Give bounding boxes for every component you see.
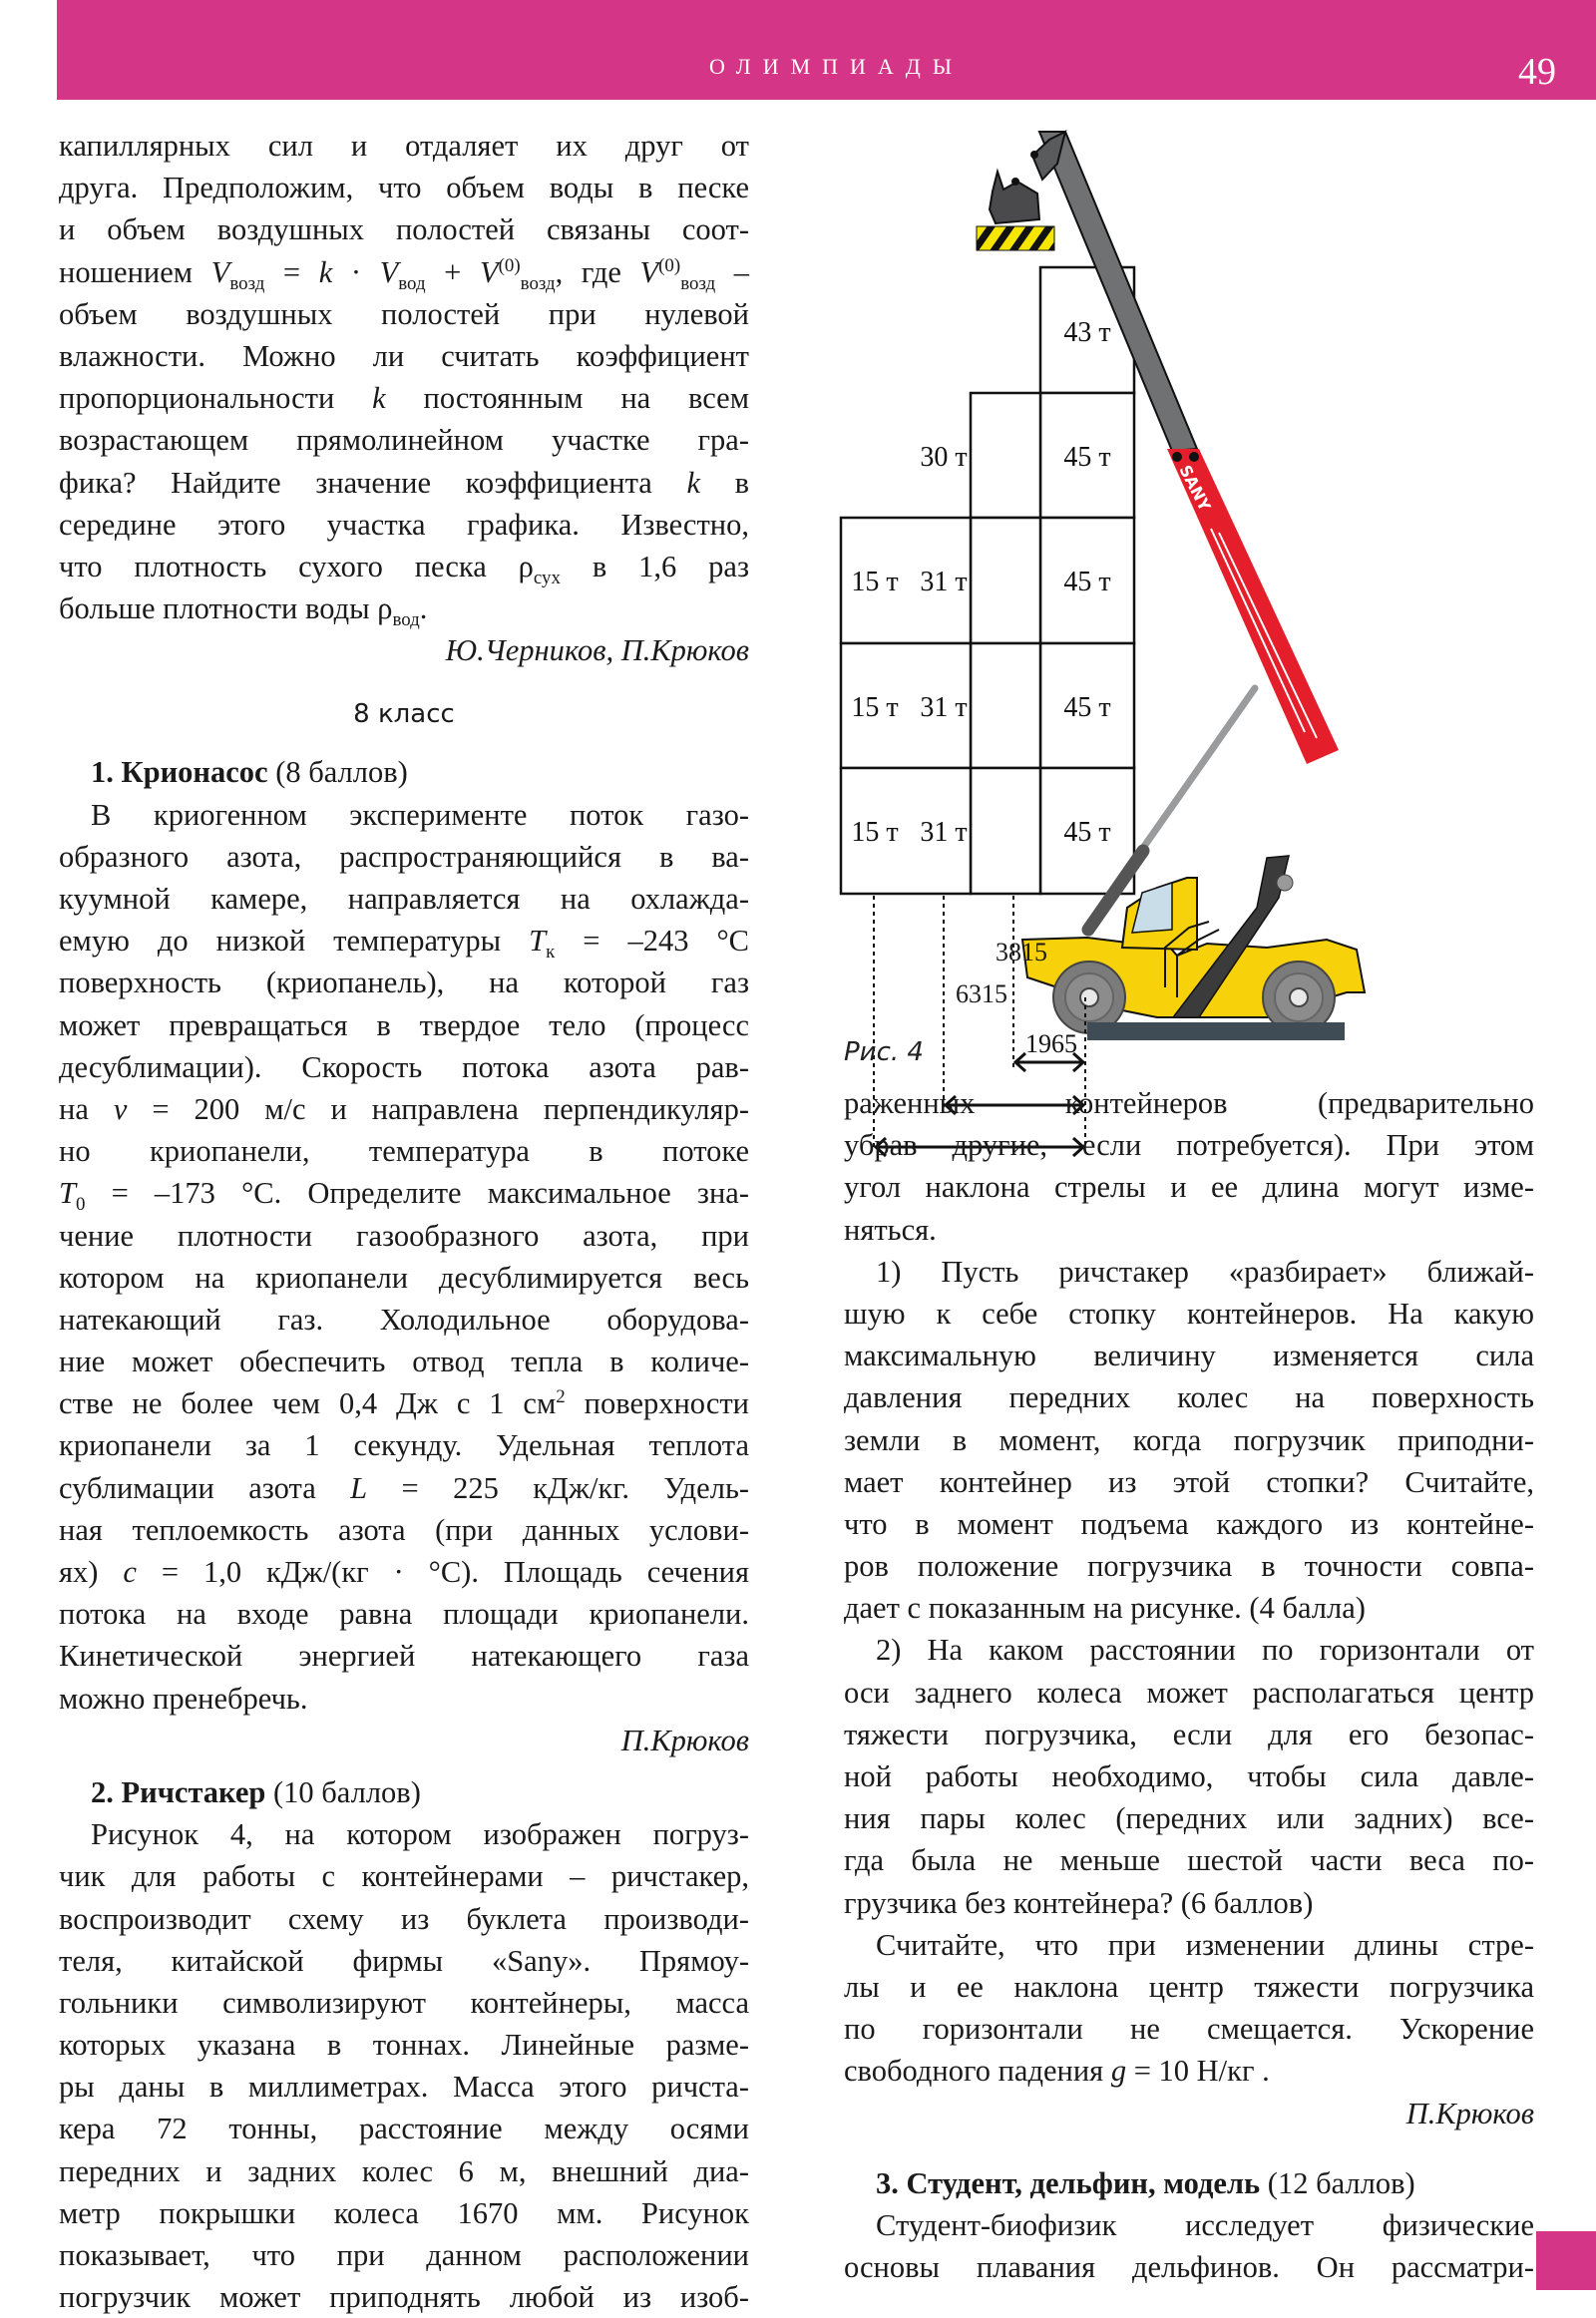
container-label: 31 т xyxy=(920,692,968,723)
text-line: шую к себе стопку контейнеров. На какую xyxy=(844,1296,1534,1331)
text-line: дает с показанным на рисунке. (4 балла) xyxy=(844,1591,1366,1626)
text-line: ния пары колес (передних или задних) все- xyxy=(844,1801,1534,1836)
text-line: фика? Найдите значение коэффициента k в xyxy=(59,465,749,500)
text-line: воспроизводит схему из буклета производи- xyxy=(59,1901,749,1936)
text-line: середине этого участка графика. Известно, xyxy=(59,507,749,542)
text-line: свободного падения g = 10 Н/кг . xyxy=(844,2054,1270,2089)
problem-2-title: 2. Ричстакер (10 баллов) xyxy=(91,1774,421,1809)
text-line: показывает, что при данном расположении xyxy=(59,2238,749,2272)
dimension-label: 6315 xyxy=(956,979,1007,1008)
text-line: можно пренебречь. xyxy=(59,1681,308,1716)
container-label: 31 т xyxy=(920,817,968,848)
dimension-label: 1965 xyxy=(1025,1029,1077,1058)
question-1: 1) Пусть ричстакер «разбирает» ближай- xyxy=(876,1254,1534,1289)
text-line: метр покрышки колеса 1670 мм. Рисунок xyxy=(59,2195,749,2230)
problem-3-title: 3. Студент, дельфин, модель (12 баллов) xyxy=(876,2165,1415,2200)
container-label: 45 т xyxy=(1063,567,1111,597)
text-line: чение плотности газообразного азота, при xyxy=(59,1218,749,1253)
text-line: кера 72 тонны, расстояние между осями xyxy=(59,2112,749,2146)
text-line: и объем воздушных полостей связаны соот- xyxy=(59,212,749,247)
text-line: что в момент подъема каждого из контейне- xyxy=(844,1506,1534,1541)
container-label: 30 т xyxy=(920,442,968,473)
author-signature: Ю.Черников, П.Крюков xyxy=(445,633,749,668)
text-line: больше плотности воды $\rho_{вод}$. xyxy=(59,591,428,631)
dimension-label: 3815 xyxy=(996,938,1047,966)
container-label: 15 т xyxy=(851,692,899,723)
text-line: объем воздушных полостей при нулевой xyxy=(59,296,749,331)
text-line: Студент-биофизик исследует физические xyxy=(876,2207,1534,2242)
brand-label: SANY xyxy=(1175,462,1215,515)
text-line: которых указана в тоннах. Линейные разме- xyxy=(59,2028,749,2063)
container-label: 45 т xyxy=(1063,692,1111,723)
text-line: теля, китайской фирмы «Sany». Прямоу- xyxy=(59,1943,749,1978)
text-line: ние может обеспечить отвод тепла в количе- xyxy=(59,1345,749,1379)
right-column xyxy=(844,1082,1534,2288)
text-line: грузчика без контейнера? (6 баллов) xyxy=(844,1885,1314,1920)
text-line: по горизонтали не смещается. Ускорение xyxy=(844,2012,1534,2047)
text-line: емую до низкой температуры $T_к = -243$ °С xyxy=(59,924,749,964)
text-line: капиллярных сил и отдаляет их друг от xyxy=(59,129,749,163)
text-line: криопанели за 1 секунду. Удельная теплота xyxy=(59,1428,749,1463)
container-label: 45 т xyxy=(1063,817,1111,848)
text-line: угол наклона стрелы и ее длина могут изме- xyxy=(844,1170,1534,1205)
container-label: 43 т xyxy=(1063,317,1111,348)
spreader-bar xyxy=(977,226,1054,250)
text-line: чик для работы с контейнерами – ричстакер, xyxy=(59,1859,749,1894)
text-line: поверхность (криопанель), на которой газ xyxy=(59,966,749,1000)
text-line: мает контейнер из этой стопки? Считайте, xyxy=(844,1464,1534,1499)
text-line: ной работы необходимо, чтобы сила давле- xyxy=(844,1759,1534,1793)
text-line: погрузчик может приподнять любой из изоб- xyxy=(59,2280,749,2315)
text-line: В криогенном эксперименте поток газо- xyxy=(91,797,749,832)
text-line: тяжести погрузчика, если для его безопас- xyxy=(844,1717,1534,1751)
text-line: ров положение погрузчика в точности совпа- xyxy=(844,1549,1534,1584)
text-line: стве не более чем 0,4 Дж с 1 $см^2$ поверхности xyxy=(59,1386,750,1421)
text-line: может превращаться в твердое тело (процесс xyxy=(59,1007,749,1042)
text-line: ры даны в миллиметрах. Масса этого ричста- xyxy=(59,2070,749,2105)
text-line: передних и задних колес 6 м, внешний диа- xyxy=(59,2153,749,2188)
text-line: ях) c = 1,0 кДж/(кг · °С). Площадь сечения xyxy=(59,1555,749,1589)
text-line: раженных контейнеров (предварительно xyxy=(844,1086,1534,1120)
text-line: $T_0 = -173$ °С. Определите максимальное зна- xyxy=(59,1176,749,1216)
text-line: гольники символизируют контейнеры, масса xyxy=(59,1985,749,2020)
text-line: куумной камере, направляется на охлажда- xyxy=(59,882,749,916)
page-number: 49 xyxy=(1518,51,1556,93)
container-label: 15 т xyxy=(851,817,899,848)
text-line: основы плавания дельфинов. Он рассматри- xyxy=(844,2250,1534,2285)
text-line: максимальную величину изменяется сила xyxy=(844,1339,1534,1373)
text-line: сублимации азота L = 225 кДж/кг. Удель- xyxy=(59,1470,750,1505)
question-2: 2) На каком расстоянии по горизонтали от xyxy=(876,1633,1534,1668)
text-line: давления передних колес на поверхность xyxy=(844,1380,1534,1415)
text-line: потока на входе равна площади криопанели. xyxy=(59,1597,749,1632)
text-line: друга. Предположим, что объем воды в песке xyxy=(59,171,749,205)
text-line: лы и ее наклона центр тяжести погрузчика xyxy=(844,1969,1534,2004)
header-band xyxy=(57,0,1596,100)
text-line: что плотность сухого песка $\rho_{сух}$ в 1,6 раз xyxy=(59,549,749,588)
text-line: оси заднего колеса может располагаться центр xyxy=(844,1675,1534,1710)
text-line: образного азота, распространяющийся в ва- xyxy=(59,839,749,874)
text-line: няться. xyxy=(844,1212,937,1247)
formula: $V_{возд} = k \cdot V_{вод} + V^{(0)}_{возд}$, где xyxy=(210,254,621,294)
text-line: гда была не меньше шестой части веса по- xyxy=(844,1843,1534,1878)
ground-strip xyxy=(1087,1022,1345,1040)
container-label: 45 т xyxy=(1063,442,1111,473)
text-line: влажности. Можно ли считать коэффициент xyxy=(59,338,749,373)
text-line: десублимации). Скорость потока азота рав- xyxy=(59,1049,749,1084)
text-line: котором на криопанели десублимируется весь xyxy=(59,1260,749,1295)
text-line: Считайте, что при изменении длины стре- xyxy=(876,1927,1534,1962)
formula: $V^{(0)}_{возд}$ xyxy=(639,254,716,294)
text-line: Рисунок 4, на котором изображен погруз- xyxy=(91,1817,749,1852)
text-line: на v = 200 м/с и направлена перпендикуляр- xyxy=(59,1091,749,1126)
page-corner-tab xyxy=(1536,2231,1596,2290)
text-line: натекающий газ. Холодильное оборудова- xyxy=(59,1302,749,1337)
text-line: ная теплоемкость азота (при данных услови- xyxy=(59,1512,749,1547)
author-signature: П.Крюков xyxy=(1405,2096,1534,2130)
class-heading: 8 класс xyxy=(353,699,455,730)
problem-1-title: 1. Крионасос (8 баллов) xyxy=(91,755,408,790)
figure-caption: Рис. 4 xyxy=(844,1037,924,1067)
left-column xyxy=(59,125,749,2318)
container-label: 31 т xyxy=(920,567,968,597)
text-line: возрастающем прямолинейном участке гра- xyxy=(59,423,749,458)
author-signature: П.Крюков xyxy=(620,1723,749,1757)
formula-line: ношением $V_{возд} = k \cdot V_{вод} + V^{(0)}_{возд}$, где $V^{(0)}_{возд}$ – xyxy=(59,254,750,294)
container-label: 15 т xyxy=(851,567,899,597)
figure-reachstacker xyxy=(828,120,1546,1057)
text-line: земли в момент, когда погрузчик приподни- xyxy=(844,1422,1534,1457)
text-line: но криопанели, температура в потоке xyxy=(59,1134,749,1169)
text-line: Кинетической энергией натекающего газа xyxy=(59,1639,749,1674)
section-title: ОЛИМПИАДЫ xyxy=(708,54,965,79)
text-line: пропорциональности k постоянным на всем xyxy=(59,381,749,416)
text-line: убрав другие, если потребуется). При этом xyxy=(844,1128,1534,1163)
